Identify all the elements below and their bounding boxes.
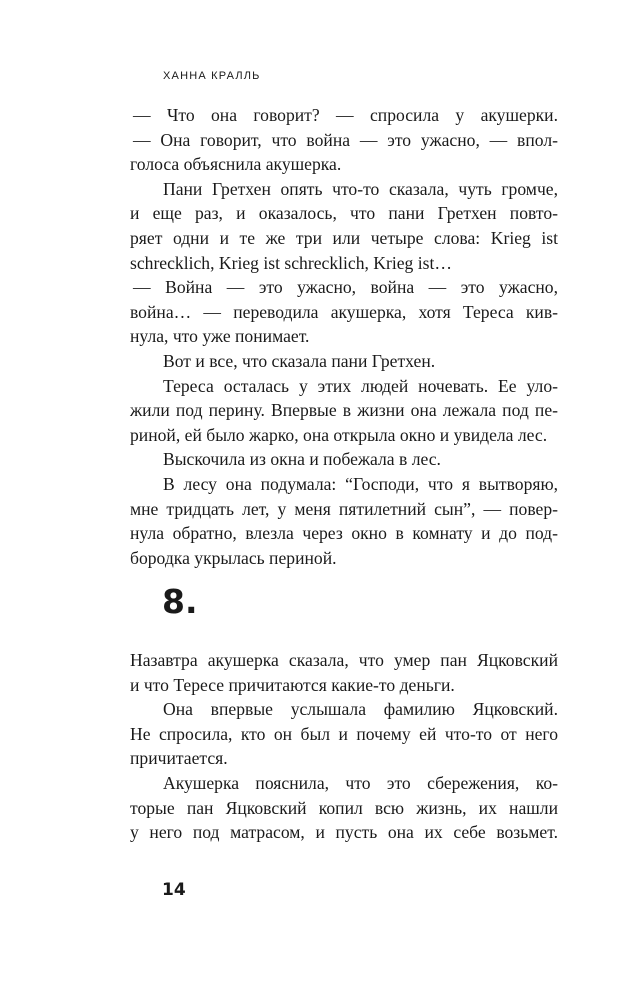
chapter-heading: 8. [162,582,198,621]
text-line: Не спросила, кто он был и почему ей что-то от него [130,723,558,744]
text-block-chapter-8 [130,648,558,845]
text-line: война… — переводила акушерка, хотя Тереса кив- [130,301,558,322]
text-line: голоса объяснила акушерка. [130,154,342,175]
text-line: и что Тересе причитаются какие-то деньги. [130,674,455,695]
text-line: Выскочила из окна и побежала в лес. [163,449,441,470]
text-block-before-chapter [130,103,558,570]
running-head: ХАННА КРАЛЛЬ [163,70,261,82]
text-line: Акушерка пояснила, что это сбережения, ко- [163,772,558,793]
text-line: schrecklich, Krieg ist schrecklich, Krieg ist… [130,252,452,273]
text-line: торые пан Яцковский копил всю жизнь, их нашли [130,797,558,818]
text-line: причитается. [130,748,228,769]
text-line: — Что она говорит? — спросила у акушерки. [133,105,558,125]
text-line: жили под перину. Впервые в жизни она лежала под пе- [130,400,558,421]
text-line: — Она говорит, что война — это ужасно, — впол- [133,129,558,150]
text-line: и еще раз, и оказалось, что пани Гретхен повто- [130,203,558,224]
text-line: нула обратно, влезла через окно в комнату и до под- [130,523,558,544]
text-line: риной, ей было жарко, она открыла окно и увидела лес. [130,424,548,445]
text-line: Она впервые услышала фамилию Яцковский. [163,699,558,720]
text-line: ряет одни и те же три или четыре слова: Krieg ist [130,227,558,248]
text-line: Вот и все, что сказала пани Гретхен. [163,350,436,371]
text-line: мне тридцать лет, у меня пятилетний сын”, — повер- [130,498,558,519]
text-line: Тереса осталась у этих людей ночевать. Ее уло- [163,375,558,396]
text-line: бородка укрылась периной. [130,547,337,568]
text-line: Назавтра акушерка сказала, что умер пан Яцковский [130,650,558,670]
text-line: В лесу она подумала: “Господи, что я вытворяю, [163,473,558,494]
text-line: Пани Гретхен опять что-то сказала, чуть громче, [163,178,558,199]
text-line: нула, что уже понимает. [130,326,310,347]
page-number: 14 [162,880,186,900]
text-line: у него под матрасом, и пусть она их себе возьмет. [130,822,558,843]
text-line: — Война — это ужасно, война — это ужасно, [133,277,558,298]
